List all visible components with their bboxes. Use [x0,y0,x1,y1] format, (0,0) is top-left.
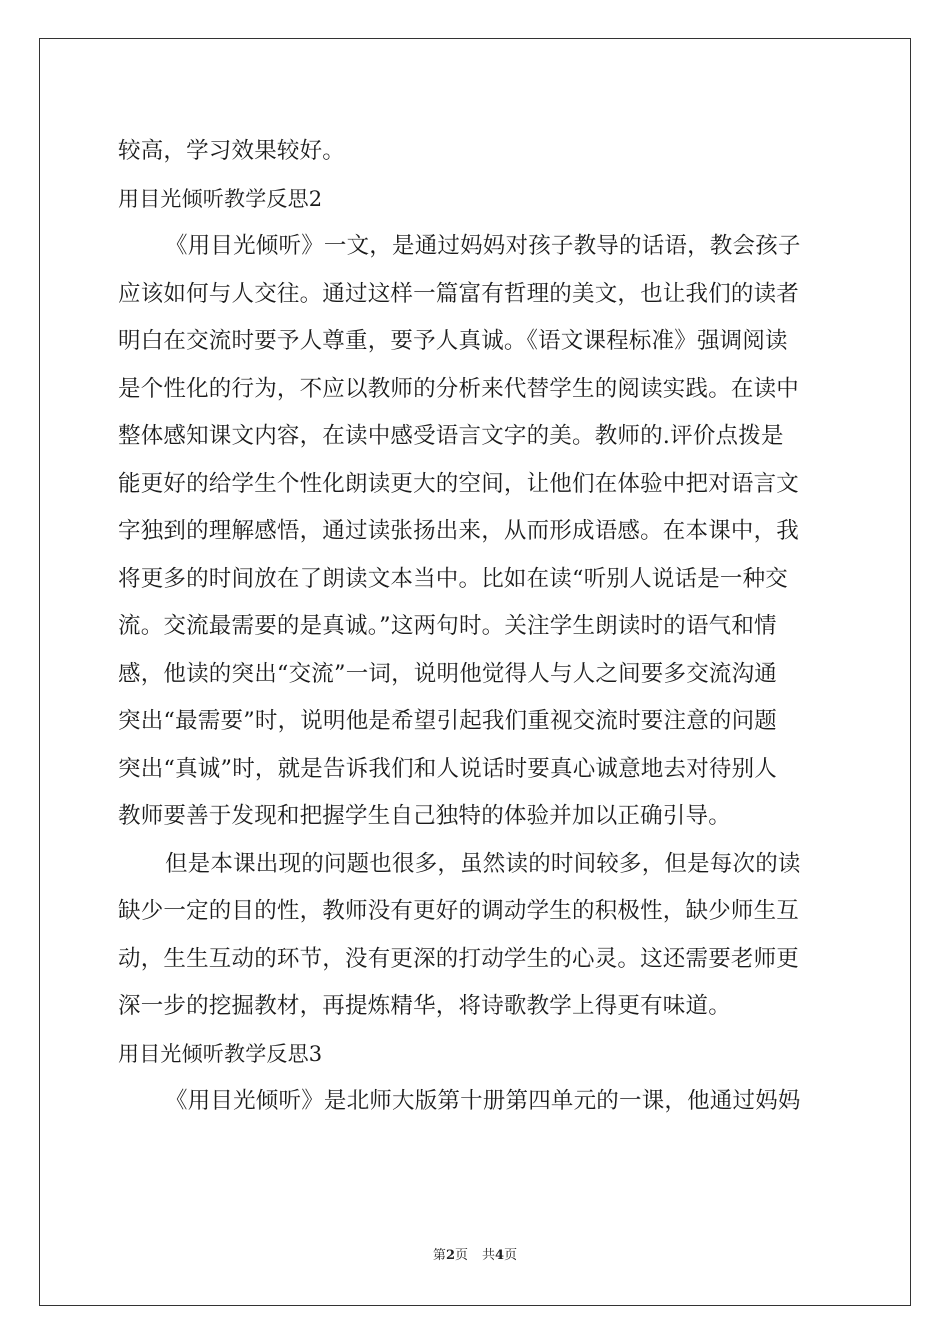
text-line: 字独到的理解感悟，通过读张扬出来，从而形成语感。在本课中，我 [118,518,800,544]
text-line: 应该如何与人交往。通过这样一篇富有哲理的美文，也让我们的读者 [118,280,800,307]
text-line: 缺少一定的目的性，教师没有更好的调动学生的积极性，缺少师生互 [118,898,800,924]
text-line: 能更好的给学生个性化朗读更大的空间，让他们在体验中把对语言文 [118,470,800,497]
text-line: 动，生生互动的环节，没有更深的打动学生的心灵。这还需要老师更 [118,945,800,972]
text-line: 教师要善于发现和把握学生自己独特的体验并加以正确引导。 [118,803,731,829]
text-line: 流。交流最需要的是真诚。”这两句时。关注学生朗读时的语气和情 [118,613,777,639]
text-line: 较高，学习效果较好。 [118,138,346,164]
total-prefix: 共 [482,1248,496,1263]
text-line: 感，他读的突出“交流”一词，说明他觉得人与人之间要多交流沟通 [118,660,778,687]
section-heading: 用目光倾听教学反思3 [118,1041,323,1066]
document-body [118,128,836,1126]
page-number: 2 [445,1248,455,1263]
text-line: 深一步的挖掘教材，再提炼精华，将诗歌教学上得更有味道。 [118,993,731,1019]
page-prefix: 第 [432,1248,446,1263]
page-footer [0,1247,950,1265]
total-pages: 4 [495,1248,505,1263]
paragraph-first-line: 《用目光倾听》是北师大版第十册第四单元的一课，他通过妈妈 [165,1088,801,1114]
paragraph-first-line: 但是本课出现的问题也很多，虽然读的时间较多，但是每次的读 [165,850,801,877]
text-line: 将更多的时间放在了朗读文本当中。比如在读“听别人说话是一种交 [118,565,789,592]
text-line: 整体感知课文内容，在读中感受语言文字的美。教师的.评价点拨是 [118,423,784,449]
total-suffix: 页 [504,1248,518,1263]
section-heading: 用目光倾听教学反思2 [118,186,323,211]
text-line: 突出“最需要”时，说明他是希望引起我们重视交流时要注意的问题 [118,708,778,734]
page-suffix: 页 [454,1248,468,1263]
text-line: 突出“真诚”时，就是告诉我们和人说话时要真心诚意地去对待别人 [118,755,778,782]
text-line: 明白在交流时要予人尊重，要予人真诚。《语文课程标准》强调阅读 [118,328,788,354]
text-line: 是个性化的行为，不应以教师的分析来代替学生的阅读实践。在读中 [118,375,800,402]
paragraph-first-line: 《用目光倾听》一文，是通过妈妈对孩子教导的话语，教会孩子 [165,233,801,259]
